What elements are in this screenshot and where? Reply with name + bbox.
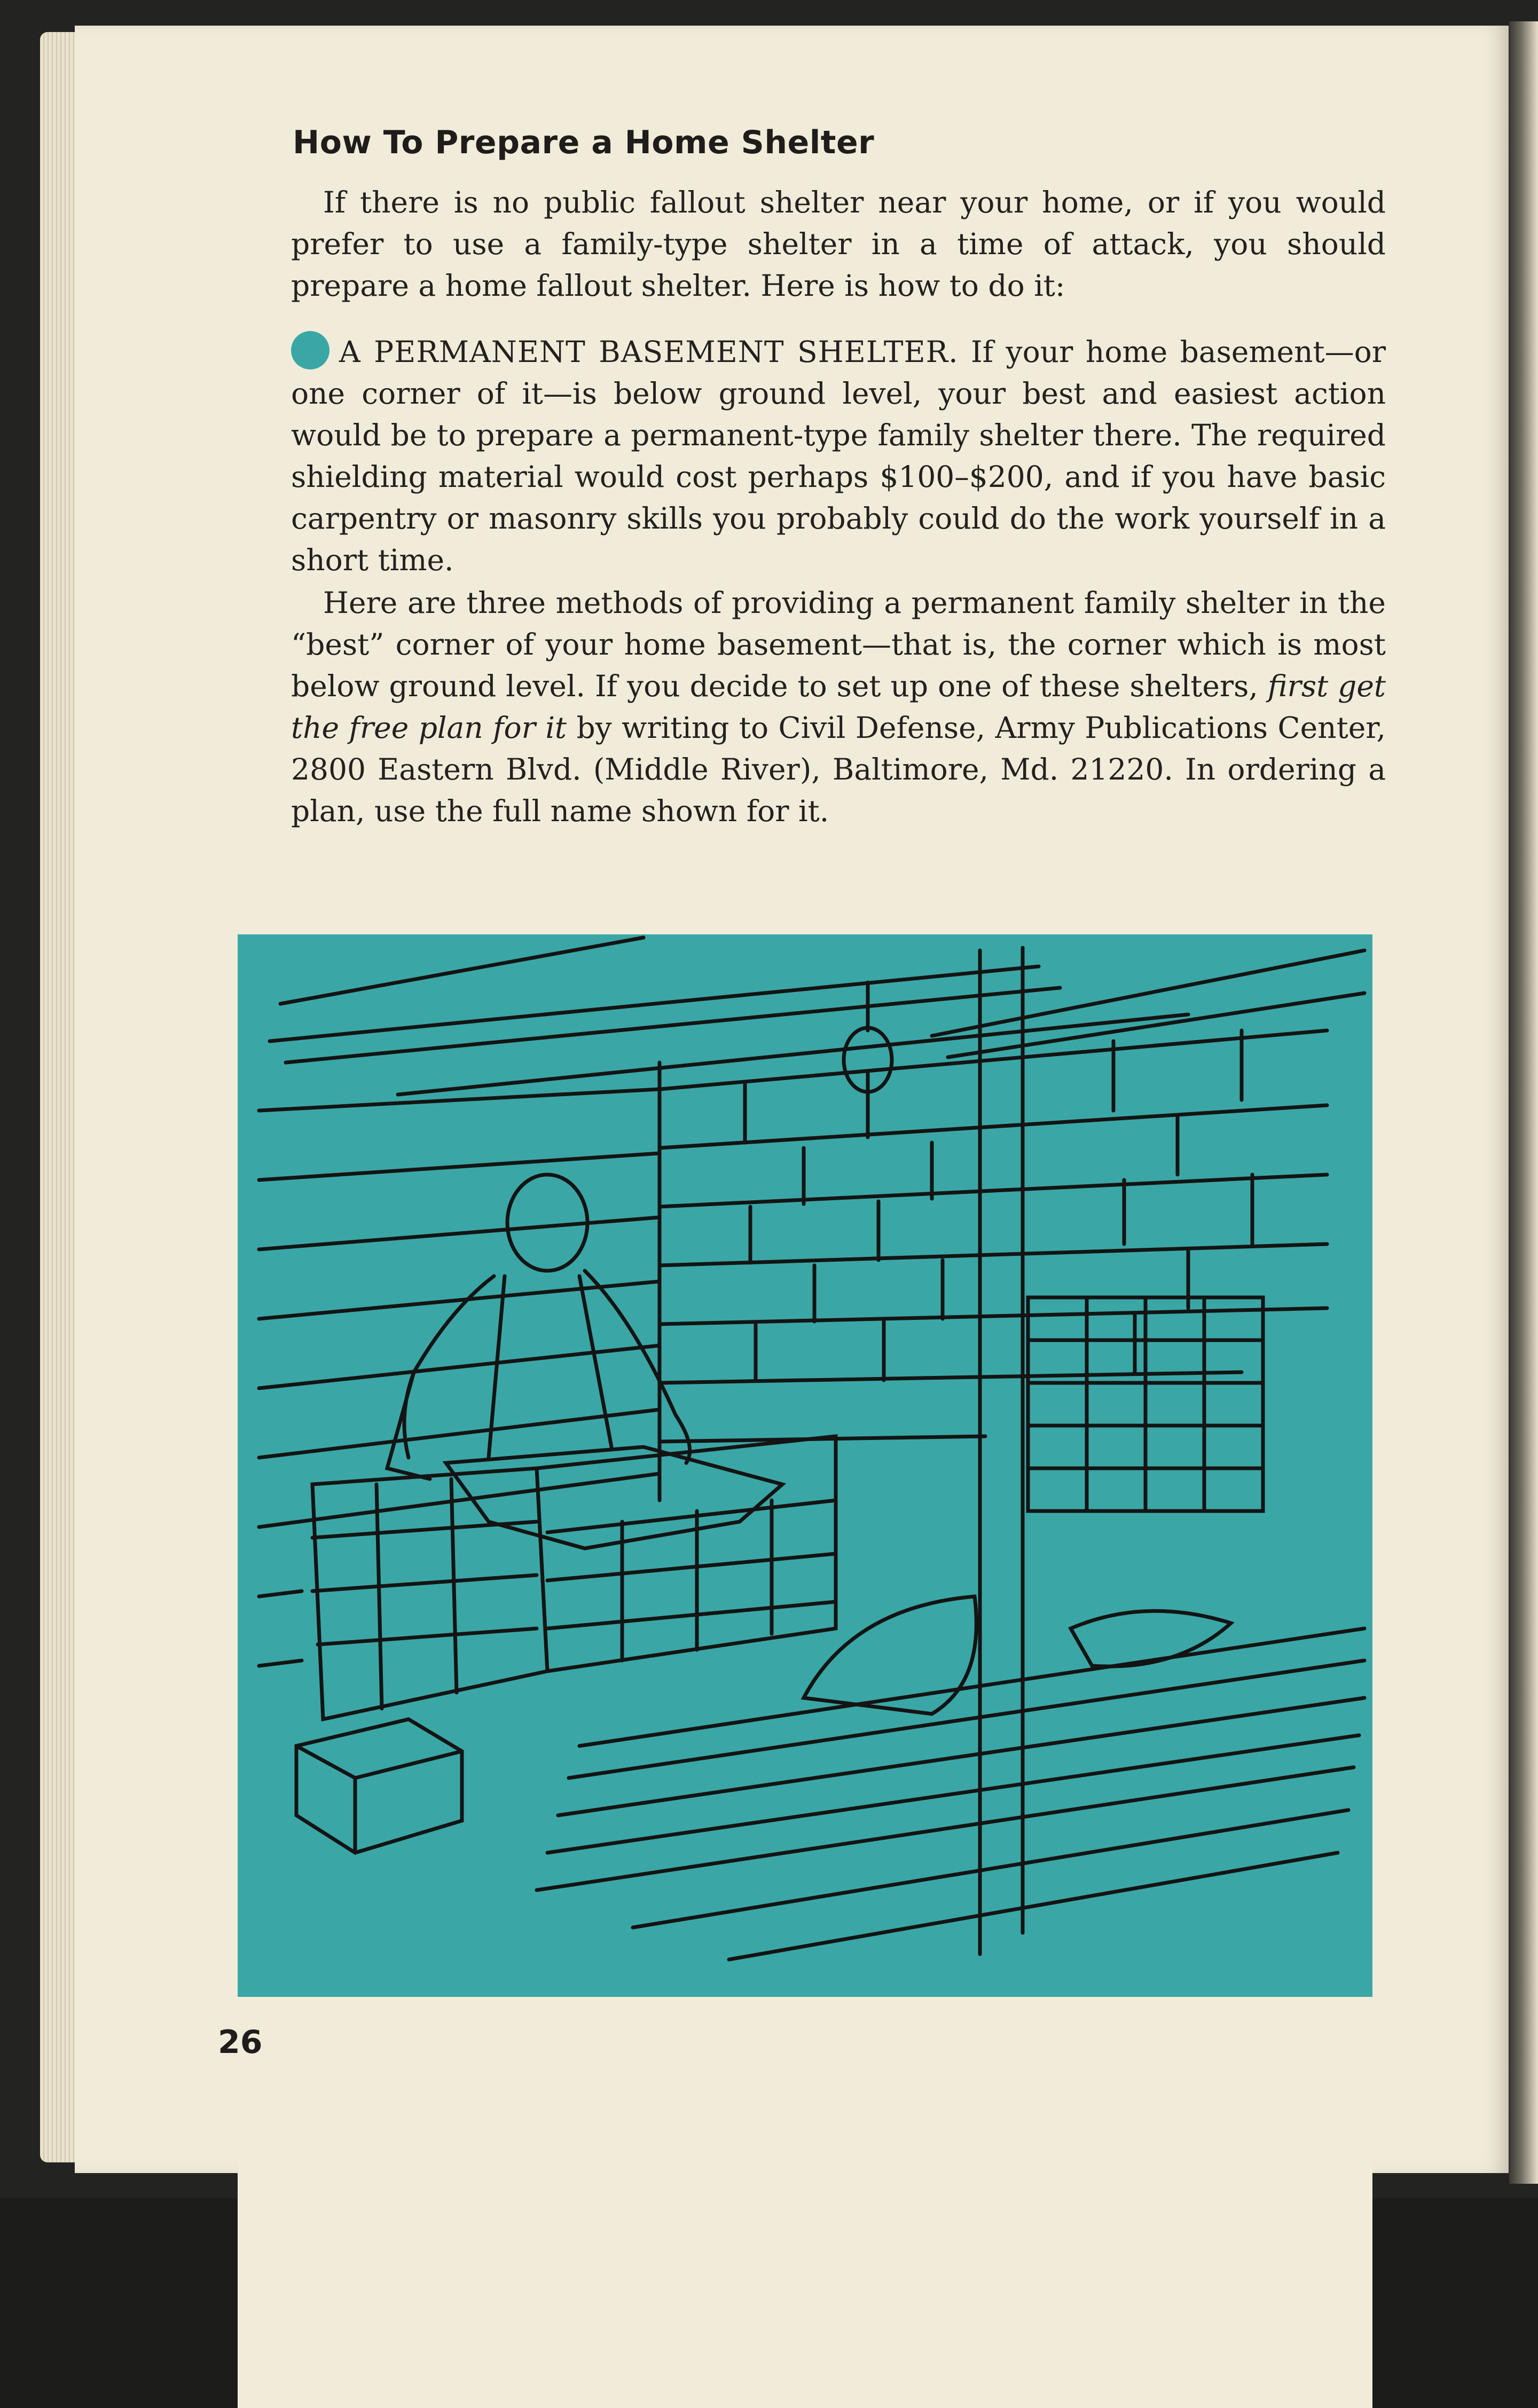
basement-shelter-lead: A PERMANENT BASEMENT SHELTER. (339, 335, 959, 369)
teal-circle-bullet-icon (291, 331, 329, 369)
methods-paragraph-italic: first get the free plan for it (291, 669, 1386, 745)
page-heading: How To Prepare a Home Shelter (293, 124, 875, 161)
illustration-svg (238, 934, 1372, 2408)
basement-shelter-body: If your home basement—or one corner of it—is below ground level, your best and easiest action would be to prepare a permanent-type family shelter there. The required shielding material would cost perhaps $100–$200, and if you have basic carpentry or masonry skills you probably could do the work yourself in a short time. (291, 335, 1386, 577)
basement-shelter-illustration (238, 934, 1372, 2408)
page-number: 26 (218, 2024, 263, 2061)
methods-paragraph-start: Here are three methods of providing a permanent family shelter in the “best” corner of your home basement—that is, the corner which is most below ground level. If you decide to set up one of these shelters, (291, 586, 1386, 703)
intro-paragraph-text: If there is no public fallout shelter near your home, or if you would prefer to use a family-type shelter in a time of attack, you should prepare a home fallout shelter. Here is how to do it: (291, 185, 1386, 303)
methods-paragraph (291, 582, 1386, 832)
methods-paragraph-end: by writing to Civil Defense, Army Publications Center, 2800 Eastern Blvd. (Middle River), Baltimore, Md. 21220. In ordering a plan, use the full name shown for it. (291, 711, 1386, 828)
paper-below-illustration (238, 1997, 1372, 2408)
intro-paragraph (291, 182, 1386, 306)
basement-shelter-paragraph (291, 331, 1386, 581)
book-gutter (1509, 21, 1538, 2184)
